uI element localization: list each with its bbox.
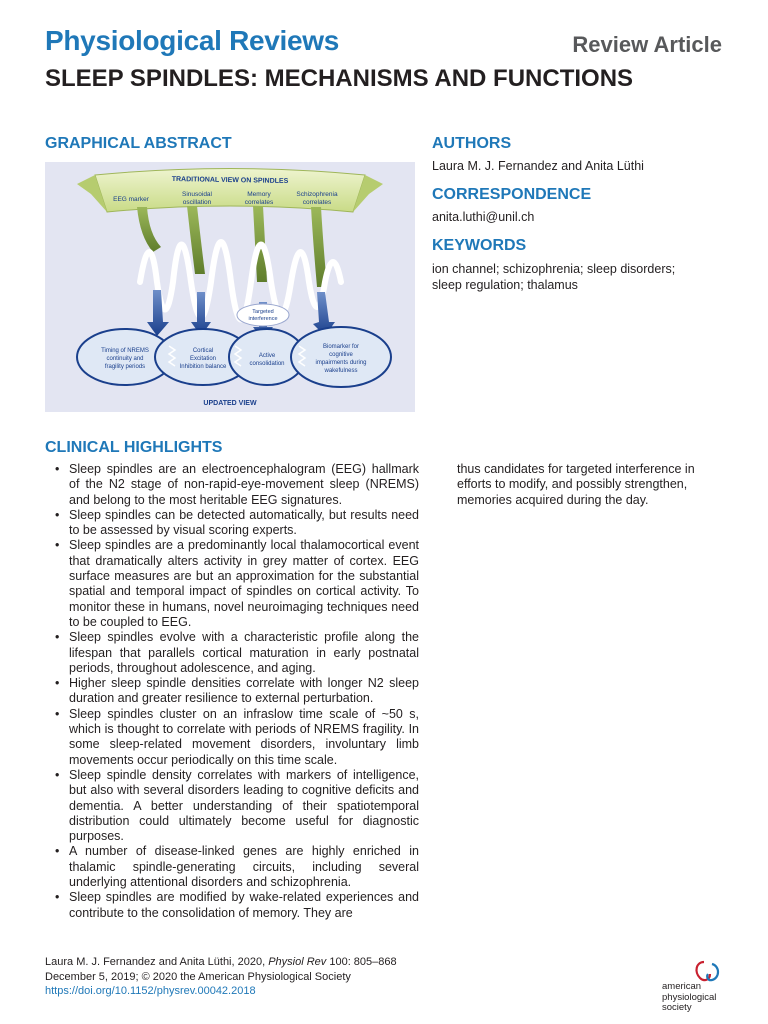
clinical-highlights-heading: CLINICAL HIGHLIGHTS <box>45 439 223 456</box>
journal-name: Physiological Reviews <box>45 25 340 56</box>
bottom-item-2-l3: Inhibition balance <box>179 364 227 370</box>
keywords-line-2: sleep regulation; thalamus <box>432 278 578 292</box>
citation-date: December 5, 2019; © 2020 the American Physiological Society <box>45 970 351 983</box>
bullet: • <box>55 462 60 476</box>
publisher-line-3: society <box>662 1002 692 1013</box>
bottom-item-2-l1: Cortical <box>192 348 214 354</box>
bottom-item-2-l2: Excitation <box>189 356 217 362</box>
bottom-item-1-l1: Timing of NREMS <box>101 348 149 354</box>
list-item <box>55 462 419 508</box>
banner-item-4-l1: Schizophrenia <box>296 191 338 198</box>
clinical-highlights-list <box>55 462 419 921</box>
banner-item-3-l2: correlates <box>244 199 274 206</box>
keywords-heading: KEYWORDS <box>432 237 527 254</box>
blue-arrow-1 <box>147 290 169 336</box>
list-item <box>55 508 419 539</box>
bullet: • <box>55 767 60 782</box>
bullet: • <box>55 676 60 691</box>
publisher-line-1: american <box>662 981 702 992</box>
bullet: • <box>55 706 60 721</box>
authors-heading: AUTHORS <box>432 135 512 152</box>
bottom-item-4-l1: Biomarker for <box>322 344 360 350</box>
spindle-wave <box>140 242 341 320</box>
bottom-title: UPDATED VIEW <box>203 400 257 407</box>
bullet: • <box>55 890 60 905</box>
bottom-item-4-l3: impairments during <box>315 360 367 366</box>
highlight-text: Sleep spindles cluster on an infraslow time scale of ~50 s, which is thought to correlate with periods of NREMS fragility. In some sleep-related movement disorders, involuntary limb movements occur periodically on this time scale. <box>69 706 419 767</box>
highlight-text: Sleep spindles evolve with a characteristic profile along the lifespan that parallels cortical maturation in early postnatal periods, throughout adolescence, and aging. <box>69 630 419 675</box>
list-item <box>55 844 419 890</box>
banner-item-2-l2: oscillation <box>182 199 212 206</box>
bullet: • <box>55 507 60 522</box>
bottom-item-4-l4: wakefulness <box>324 368 358 374</box>
highlight-text: Sleep spindles are an electroencephalogram (EEG) hallmark of the N2 stage of non-rapid-eye-movement sleep (NREMS) and belong to the most heritable EEG signatures. <box>69 462 419 507</box>
bullet: • <box>55 844 60 859</box>
list-item <box>55 707 419 768</box>
banner-title: TRADITIONAL VIEW ON SPINDLES <box>171 175 289 186</box>
bullet: • <box>55 538 60 553</box>
list-item <box>55 538 419 630</box>
banner-item-1: EEG marker <box>113 196 149 203</box>
doi-link[interactable]: https://doi.org/10.1152/physrev.00042.2018 <box>45 985 256 997</box>
citation-journal: Physiol Rev <box>268 956 327 968</box>
highlight-text: Sleep spindles are modified by wake-related experiences and contribute to the consolidation of memory. They are <box>69 890 419 920</box>
green-arrow-1 <box>137 207 161 252</box>
keywords-line-1: ion channel; schizophrenia; sleep disorders; <box>432 262 676 276</box>
bottom-item-1-l2: continuity and <box>106 356 144 362</box>
list-item <box>55 676 419 707</box>
bottom-item-1-l3: fragility periods <box>104 364 146 370</box>
center-label-1: Targeted <box>252 309 274 315</box>
bottom-item-3-l2: consolidation <box>249 361 285 367</box>
list-item <box>55 890 419 921</box>
bottom-item-4-l2: cognitive <box>329 352 353 358</box>
correspondence-heading: CORRESPONDENCE <box>432 186 592 203</box>
graphical-abstract-heading: GRAPHICAL ABSTRACT <box>45 135 232 152</box>
publisher-name <box>662 982 732 1014</box>
citation-authors: Laura M. J. Fernandez and Anita Lüthi, 2020, <box>45 956 269 968</box>
correspondence-email[interactable]: anita.luthi@unil.ch <box>432 210 535 224</box>
list-item <box>55 630 419 676</box>
highlight-text: Higher sleep spindle densities correlate with longer N2 sleep duration and greater resilience to external perturbation. <box>69 676 419 706</box>
list-item <box>55 768 419 844</box>
banner-item-4-l2: correlates <box>302 199 332 206</box>
highlight-text: Sleep spindles are a predominantly local thalamocortical event that dramatically alters activity in grey matter of cortex. EEG surface measures are but an approximation for the substantial spatial and temporal impact of spindles on cortical activity. To monitor these in humans, novel neuroimaging techniques need to be coupled to EEG. <box>69 538 419 629</box>
citation-volume: 100: 805–868 <box>326 956 397 968</box>
citation-footer <box>45 955 465 999</box>
highlight-continuation: thus candidates for targeted interference in efforts to modify, and possibly strengthen, memories acquired during the day. <box>457 462 695 507</box>
citation-line <box>45 955 465 970</box>
highlight-text: Sleep spindles can be detected automatically, but results need to be assessed by visual scoring experts. <box>69 507 419 538</box>
publisher-line-2: physiological <box>662 991 717 1003</box>
targeted-interference-bubble <box>237 304 289 326</box>
author-names: Laura M. J. Fernandez and Anita Lüthi <box>432 159 644 173</box>
highlight-text: A number of disease-linked genes are highly enriched in thalamic spindle-generating circuits, including several underlying attentional disorders and schizophrenia. <box>69 844 419 890</box>
banner-item-3-l1: Memory <box>247 191 271 198</box>
center-label-2: interference <box>248 316 278 322</box>
bullet: • <box>55 630 60 645</box>
graphical-abstract-figure <box>45 162 415 412</box>
highlight-text: Sleep spindle density correlates with markers of intelligence, but also with several disorders leading to cognitive deficits and dementia. A better understanding of their spatiotemporal distribution could ultimately become useful for diagnostic purposes. <box>69 767 419 844</box>
article-title: SLEEP SPINDLES: MECHANISMS AND FUNCTIONS <box>45 65 634 92</box>
bottom-item-3-l1: Active <box>258 353 276 359</box>
graphical-abstract-svg <box>45 162 415 412</box>
banner-item-2-l1: Sinusoidal <box>182 191 212 198</box>
article-type: Review Article <box>572 32 722 57</box>
